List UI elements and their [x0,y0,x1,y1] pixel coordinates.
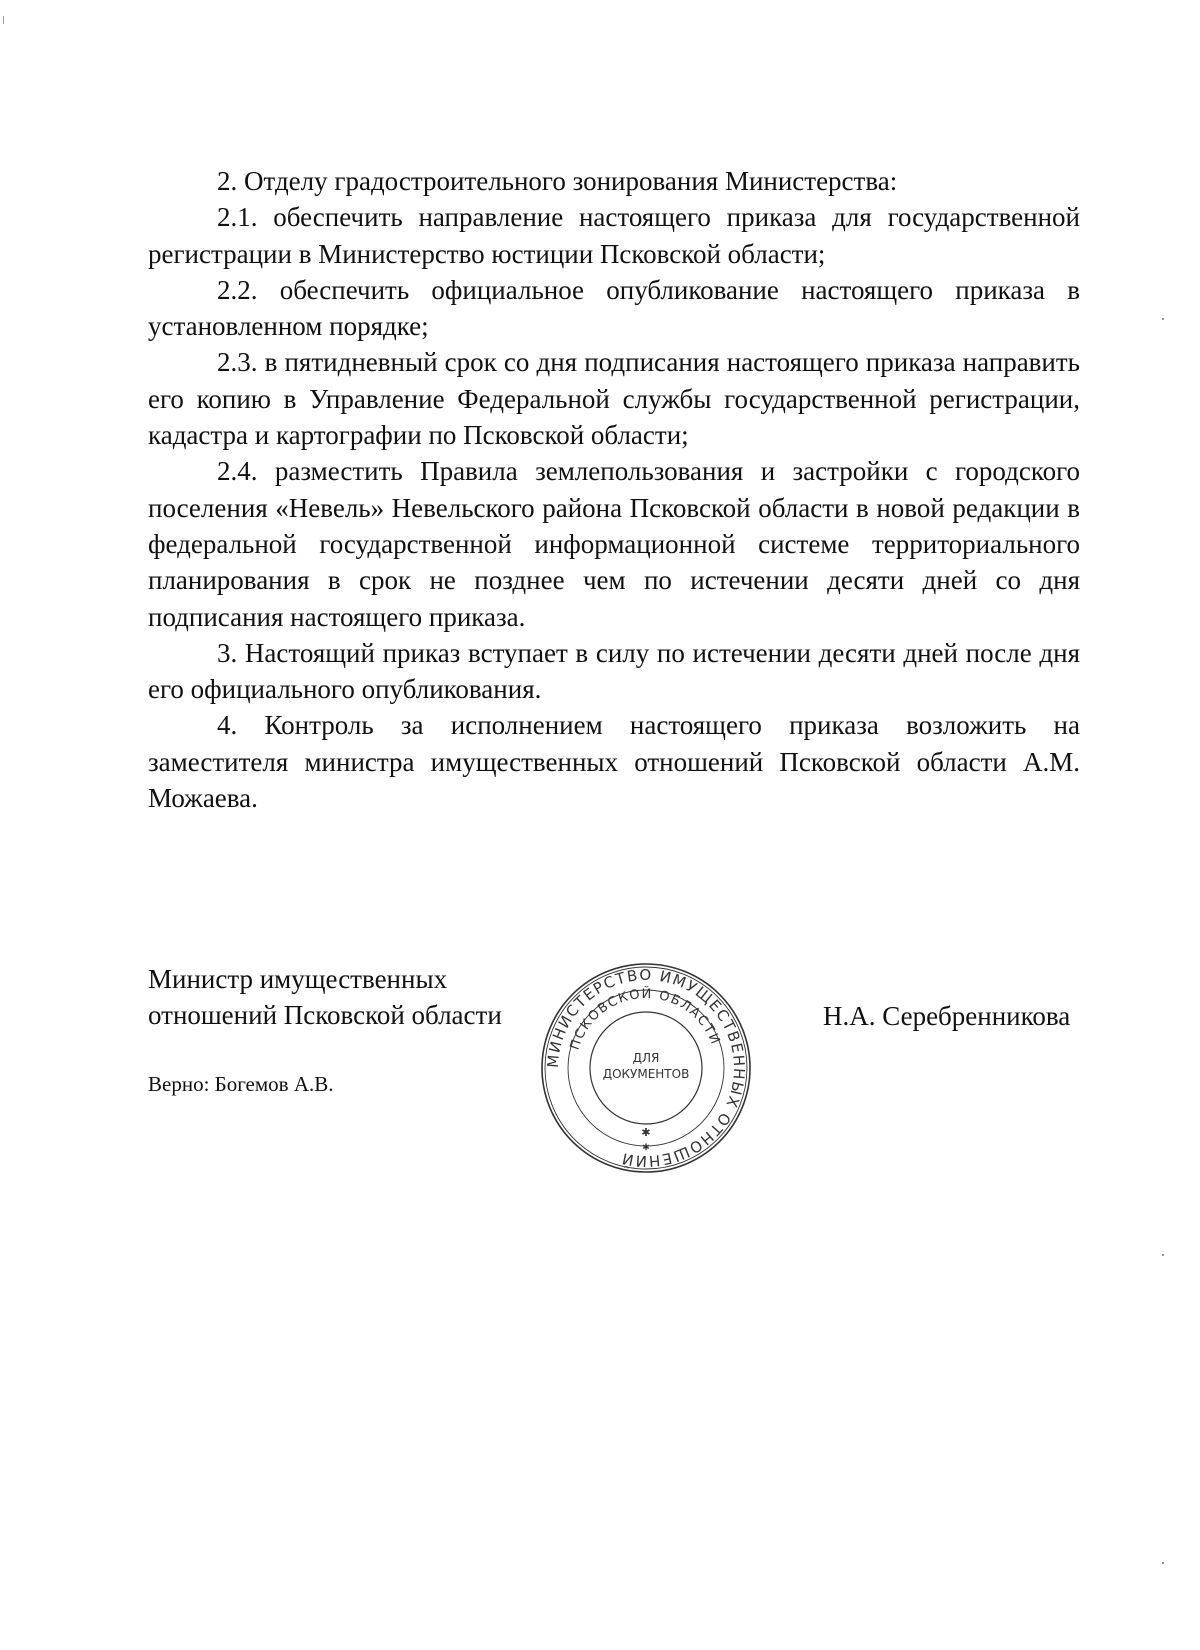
signatory-position-line-2: отношений Псковской области [148,1000,502,1030]
order-body [148,163,1080,816]
seal-outer-text-path: МИНИСТЕРСТВО ИМУЩЕСТВЕННЫХ ОТНОШЕНИЙ [543,965,749,1171]
seal-graphic [536,958,756,1178]
scan-speck [1162,318,1164,320]
paragraph-2-4: 2.4. разместить Правила землепользования и застройки с городского поселения «Невель» Невельского района Псковской области в новой редакции в федеральной государственной информационной системе территориального планирования в срок не позднее чем по истечении десяти дней со дня подписания настоящего приказа. [148,456,1080,632]
scan-speck [1162,1254,1164,1256]
paragraph-2: 2. Отделу градостроительного зонирования Министерства: [217,166,898,196]
seal-star-2: ✱ [642,1143,650,1153]
paragraph-3: 3. Настоящий приказ вступает в силу по истечении десяти дней после дня его официального опубликования. [148,637,1080,705]
signatory-position-line-1: Министр имущественных [148,964,448,994]
official-seal [536,958,756,1178]
signatory-name: Н.А. Серебренникова [823,1001,1071,1031]
paragraph-2-1: 2.1. обеспечить направление настоящего приказа для государственной регистрации в Министерство юстиции Псковской области; [148,202,1080,269]
seal-center-line-1: ДЛЯ [632,1051,660,1065]
paragraph-2-3: 2.3. в пятидневный срок со дня подписания настоящего приказа направить его копию в Управление Федеральной службы государственной регистрации, кадастра и картографии по Псковской области; [148,347,1080,451]
paragraph-2-2: 2.2. обеспечить официальное опубликование настоящего приказа в установленном порядке; [148,274,1080,342]
seal-inner-text-path: ПСКОВСКОЙ ОБЛАСТИ [567,986,723,1052]
verified-by: Верно: Богемов А.В. [148,1072,334,1096]
seal-star-1: ✱ [641,1126,651,1139]
scan-speck [3,16,4,24]
seal-center-line-2: ДОКУМЕНТОВ [602,1067,690,1081]
paragraph-4: 4. Контроль за исполнением настоящего приказа возложить на заместителя министра имущественных отношений Псковской области А.М. Можаева. [148,710,1080,814]
signatory-position [148,961,502,1033]
scan-speck [1162,1562,1164,1564]
